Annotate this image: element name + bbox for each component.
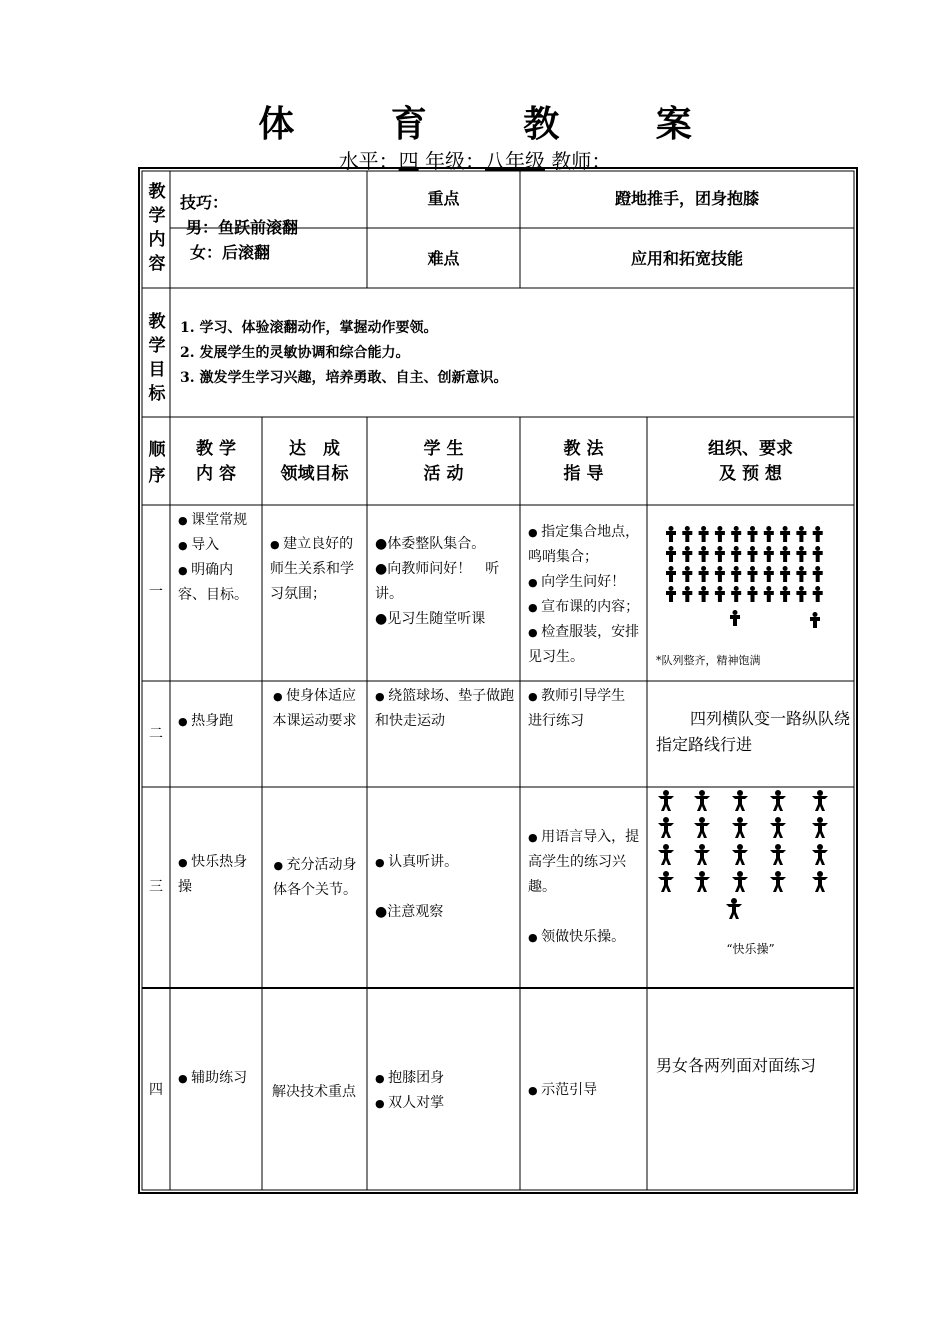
person-icon (731, 566, 741, 582)
content-item: ● 热身跑 (178, 709, 258, 734)
person-icon (682, 526, 692, 542)
exercising-person-icon (770, 844, 786, 865)
content-item: ● 导入 (178, 533, 258, 558)
exercising-person-icon (694, 871, 710, 892)
exercising-person-icon (658, 817, 674, 838)
method-item: ● 示范引导 (528, 1078, 643, 1103)
person-icon (748, 546, 758, 562)
label-char: 教 (148, 182, 166, 202)
person-icon (682, 566, 692, 582)
method-item: ● 宣布课的内容； (528, 595, 643, 620)
row-3-order: 三 (149, 879, 163, 895)
person-icon (666, 586, 676, 602)
header-line: 达 成 (289, 439, 340, 459)
exercising-person-icon (732, 871, 748, 892)
exercising-person-icon (732, 844, 748, 865)
person-icon (715, 586, 725, 602)
row-4-order: 四 (149, 1082, 163, 1098)
grade-label: 年级： (425, 149, 485, 173)
person-icon (731, 526, 741, 542)
person-icon (682, 546, 692, 562)
label-char: 标 (148, 384, 166, 404)
skill-line: 技巧： (180, 193, 229, 212)
exercising-person-icon (812, 790, 828, 811)
goal-item: ● 使身体适应 (262, 684, 367, 709)
key-label: 重点 (427, 189, 460, 208)
person-icon (780, 526, 790, 542)
label-char: 目 (148, 360, 166, 380)
header-line: 活 动 (423, 464, 464, 484)
person-icon (796, 526, 806, 542)
header-line: 教 学 (196, 439, 236, 459)
row-4-content (178, 1066, 258, 1091)
header-line: 及 预 想 (719, 464, 782, 484)
person-icon (813, 546, 823, 562)
exercising-person-icon (726, 898, 742, 919)
exercising-person-icon (694, 817, 710, 838)
person-icon (796, 546, 806, 562)
person-icon (813, 586, 823, 602)
activity-item: ●向教师问好！ 听讲。 (375, 561, 500, 602)
person-icon (731, 546, 741, 562)
row-2-activity (375, 684, 515, 734)
person-icon (780, 566, 790, 582)
objective-item: 3. 激发学生学习兴趣，培养勇敢、自主、创新意识。 (180, 370, 508, 386)
objectives-list (180, 316, 508, 391)
person-icon (780, 546, 790, 562)
col-header-activity (367, 437, 520, 487)
exercising-person-icon (658, 844, 674, 865)
objectives-section-label (142, 310, 172, 406)
content-item: ● 快乐热身操 (178, 850, 258, 900)
person-icon (780, 586, 790, 602)
col-header-method (520, 437, 647, 487)
row-4-activity (375, 1066, 515, 1116)
activity-item: ●注意观察 (375, 904, 444, 920)
person-icon (764, 586, 774, 602)
row-3-org-caption: “快乐操” (726, 942, 775, 956)
exercising-person-icon (732, 790, 748, 811)
exercising-person-icon (694, 844, 710, 865)
person-icon (764, 546, 774, 562)
person-icon (748, 566, 758, 582)
person-icon (666, 526, 676, 542)
person-icon (764, 566, 774, 582)
page-subtitle (0, 145, 950, 174)
header-line: 教 法 (563, 439, 604, 459)
method-item: ● 检查服装，安排见习生。 (528, 620, 643, 670)
row-1-activity (375, 532, 515, 632)
person-icon (748, 526, 758, 542)
row-4-method (528, 1078, 643, 1103)
person-icon (731, 586, 741, 602)
person-icon (699, 526, 709, 542)
row-3-content (178, 850, 258, 900)
activity-item: ● 双人对掌 (375, 1091, 515, 1116)
exercising-person-icon (770, 871, 786, 892)
exercising-person-icon (812, 817, 828, 838)
row-3-goal (270, 853, 360, 903)
header-line: 领域目标 (280, 464, 349, 484)
header-line: 内 容 (196, 464, 236, 484)
method-item: ● 向学生问好！ (528, 570, 643, 595)
method-item: ● 教师引导学生 进行练习 (528, 684, 643, 734)
person-icon (810, 612, 820, 628)
activity-item: ● 绕篮球场、垫子做跑和快走运动 (375, 684, 515, 734)
person-icon (699, 566, 709, 582)
exercising-person-icon (770, 790, 786, 811)
person-icon (666, 566, 676, 582)
row-1-org-caption: *队列整齐，精神饱满 (656, 654, 761, 667)
exercising-person-icon (694, 790, 710, 811)
goal-item: ● 建立良好的师生关系和学习氛围； (270, 532, 360, 607)
person-icon (764, 526, 774, 542)
col-header-order (142, 437, 172, 489)
row-1-method (528, 520, 643, 670)
label-char: 教 (148, 312, 166, 332)
person-icon (715, 546, 725, 562)
activity-item: ●体委整队集合。 (375, 536, 486, 552)
label-char: 学 (148, 336, 166, 356)
difficult-value: 应用和拓宽技能 (630, 249, 743, 268)
objective-item: 1. 学习、体验滚翻动作，掌握动作要领。 (180, 320, 438, 336)
person-icon (730, 610, 740, 626)
content-section-label (142, 180, 172, 276)
method-item: ● 领做快乐操。 (528, 925, 643, 950)
label-char: 内 (148, 230, 166, 250)
skill-line: 女：后滚翻 (190, 243, 271, 262)
header-line: 序 (148, 466, 166, 486)
row-2-content (178, 709, 258, 734)
row-3-method (528, 825, 643, 950)
goal-item: 本课运动要求 (272, 713, 357, 729)
activity-item: ● 抱膝团身 (375, 1066, 515, 1091)
person-icon (715, 526, 725, 542)
teacher-label: 教师： (551, 149, 612, 173)
label-char: 学 (148, 206, 166, 226)
row-1-order: 一 (149, 584, 163, 600)
skill-text (180, 190, 298, 265)
row-2-method (528, 684, 643, 734)
key-value: 蹬地推手，团身抱膝 (614, 189, 759, 208)
exercising-person-icon (812, 844, 828, 865)
person-icon (748, 586, 758, 602)
exercising-person-icon (658, 871, 674, 892)
header-line: 学 生 (423, 439, 464, 459)
row-1-goal (270, 532, 360, 607)
content-item: ● 辅助练习 (178, 1066, 258, 1091)
header-line: 组织、要求 (708, 439, 793, 459)
row-2-goal (262, 684, 367, 734)
activity-item: ● 认真听讲。 (375, 850, 515, 875)
person-icon (699, 586, 709, 602)
row-4-org-text: 男女各两列面对面练习 (656, 1056, 817, 1075)
row-3-activity (375, 850, 515, 925)
row-2-order: 二 (149, 726, 163, 742)
col-header-goal (262, 437, 367, 487)
exercising-person-icon (658, 790, 674, 811)
method-item: ● 指定集合地点，鸣哨集合； (528, 520, 643, 570)
content-item: ● 课堂常规 (178, 508, 258, 533)
header-line: 顺 (148, 440, 166, 460)
exercising-person-icon (732, 817, 748, 838)
label-char: 容 (148, 254, 166, 274)
goal-item: ● 充分活动身体各个关节。 (270, 853, 360, 903)
header-line: 指 导 (563, 464, 604, 484)
col-header-org (647, 437, 854, 487)
person-icon (682, 586, 692, 602)
person-icon (715, 566, 725, 582)
formation-diagram-3 (655, 788, 835, 923)
person-icon (813, 526, 823, 542)
difficult-label: 难点 (427, 249, 460, 268)
page-title: 体 育 教 案 (258, 103, 734, 145)
level-value: 四 (398, 149, 419, 173)
row-2-org-text: 四列横队变一路纵队绕指定路线行进 (656, 709, 851, 754)
person-icon (813, 566, 823, 582)
objective-item: 2. 发展学生的灵敏协调和综合能力。 (180, 345, 410, 361)
exercising-person-icon (812, 871, 828, 892)
method-item: ● 用语言导入，提高学生的练习兴趣。 (528, 825, 643, 900)
person-icon (666, 546, 676, 562)
row-4-goal: 解决技术重点 (272, 1084, 356, 1100)
person-icon (796, 586, 806, 602)
level-label: 水平： (338, 149, 399, 173)
col-header-content (170, 437, 262, 487)
exercising-person-icon (770, 817, 786, 838)
row-1-content (178, 508, 258, 608)
person-icon (699, 546, 709, 562)
skill-line: 男：鱼跃前滚翻 (186, 218, 299, 237)
person-icon (796, 566, 806, 582)
content-item: ● 明确内容、目标。 (178, 558, 258, 608)
activity-item: ●见习生随堂听课 (375, 611, 486, 627)
grade-value: 八年级 (485, 149, 545, 173)
formation-diagram-1 (660, 522, 835, 632)
